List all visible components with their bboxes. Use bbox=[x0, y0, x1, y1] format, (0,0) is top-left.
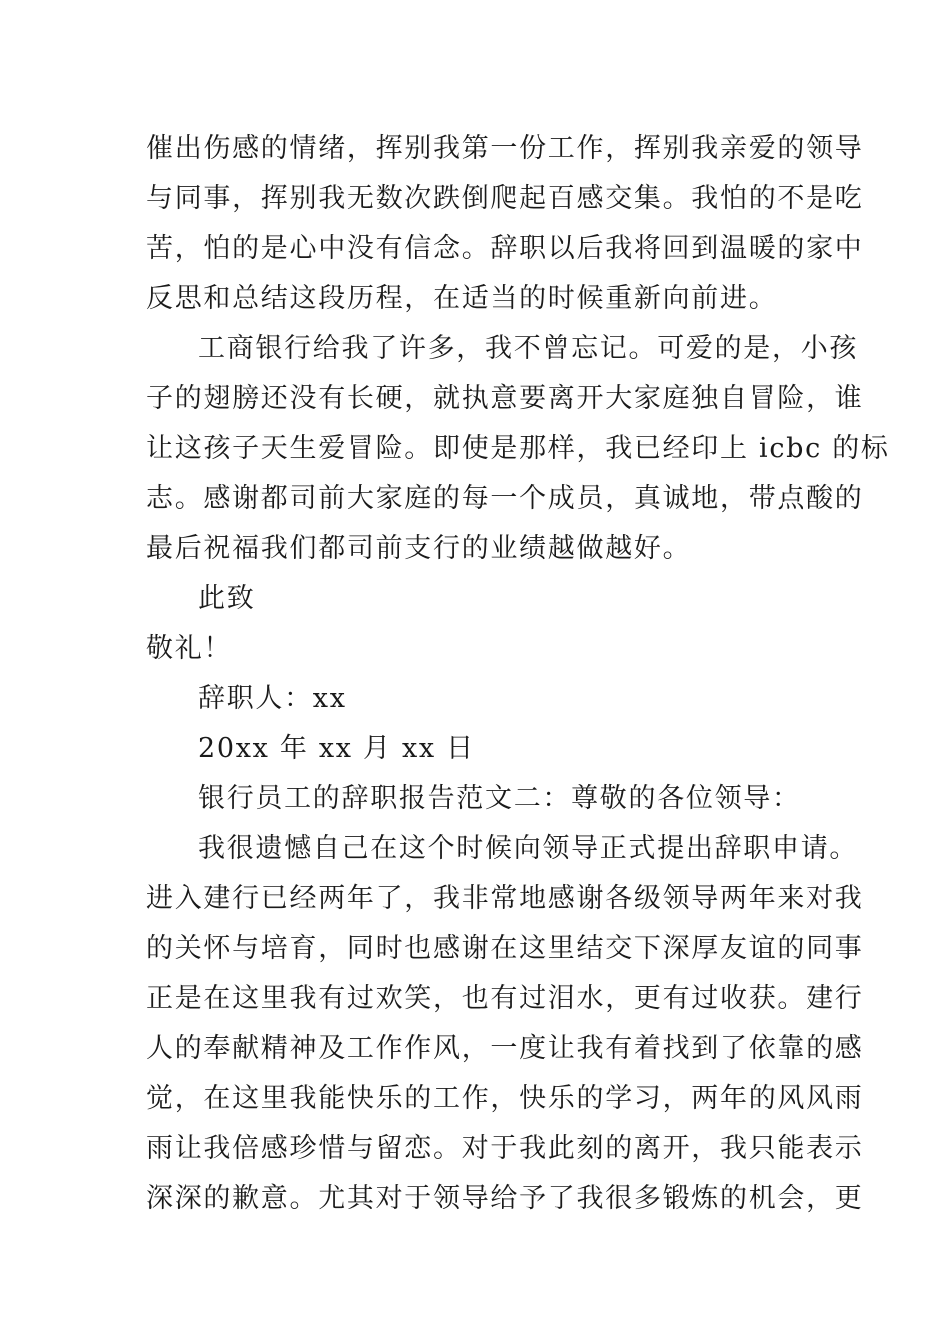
text-line: 觉，在这里我能快乐的工作，快乐的学习，两年的风风雨 bbox=[146, 1083, 864, 1114]
text-line: 子的翅膀还没有长硬，就执意要离开大家庭独自冒险，谁 bbox=[146, 383, 864, 414]
signature-date: 20xx 年 xx 月 xx 日 bbox=[198, 733, 475, 764]
text-line: 与同事，挥别我无数次跌倒爬起百感交集。我怕的不是吃 bbox=[146, 183, 864, 214]
text-line: 最后祝福我们都司前支行的业绩越做越好。 bbox=[146, 533, 692, 564]
text-line: 催出伤感的情绪，挥别我第一份工作，挥别我亲爱的领导 bbox=[146, 133, 864, 164]
text-line: 让这孩子天生爱冒险。即使是那样，我已经印上 icbc 的标 bbox=[146, 433, 890, 464]
text-line: 反思和总结这段历程，在适当的时候重新向前进。 bbox=[146, 283, 778, 314]
text-line: 志。感谢都司前大家庭的每一个成员，真诚地，带点酸的 bbox=[146, 483, 864, 514]
text-line: 深深的歉意。尤其对于领导给予了我很多锻炼的机会，更 bbox=[146, 1183, 864, 1214]
signature-name: 辞职人：xx bbox=[198, 683, 347, 714]
paragraph-start-line: 我很遗憾自己在这个时候向领导正式提出辞职申请。 bbox=[198, 833, 859, 864]
text-line: 苦，怕的是心中没有信念。辞职以后我将回到温暖的家中 bbox=[146, 233, 864, 264]
text-line: 的关怀与培育，同时也感谢在这里结交下深厚友谊的同事 bbox=[146, 933, 864, 964]
text-line: 雨让我倍感珍惜与留恋。对于我此刻的离开，我只能表示 bbox=[146, 1133, 864, 1164]
text-line: 进入建行已经两年了，我非常地感谢各级领导两年来对我 bbox=[146, 883, 864, 914]
closing-salutation: 此致 bbox=[198, 583, 256, 614]
text-line: 正是在这里我有过欢笑，也有过泪水，更有过收获。建行 bbox=[146, 983, 864, 1014]
section-heading: 银行员工的辞职报告范文二：尊敬的各位领导： bbox=[198, 783, 801, 814]
closing-regards: 敬礼！ bbox=[146, 633, 233, 664]
paragraph-start-line: 工商银行给我了许多，我不曾忘记。可爱的是，小孩 bbox=[198, 333, 859, 364]
text-line: 人的奉献精神及工作作风，一度让我有着找到了依靠的感 bbox=[146, 1033, 864, 1064]
